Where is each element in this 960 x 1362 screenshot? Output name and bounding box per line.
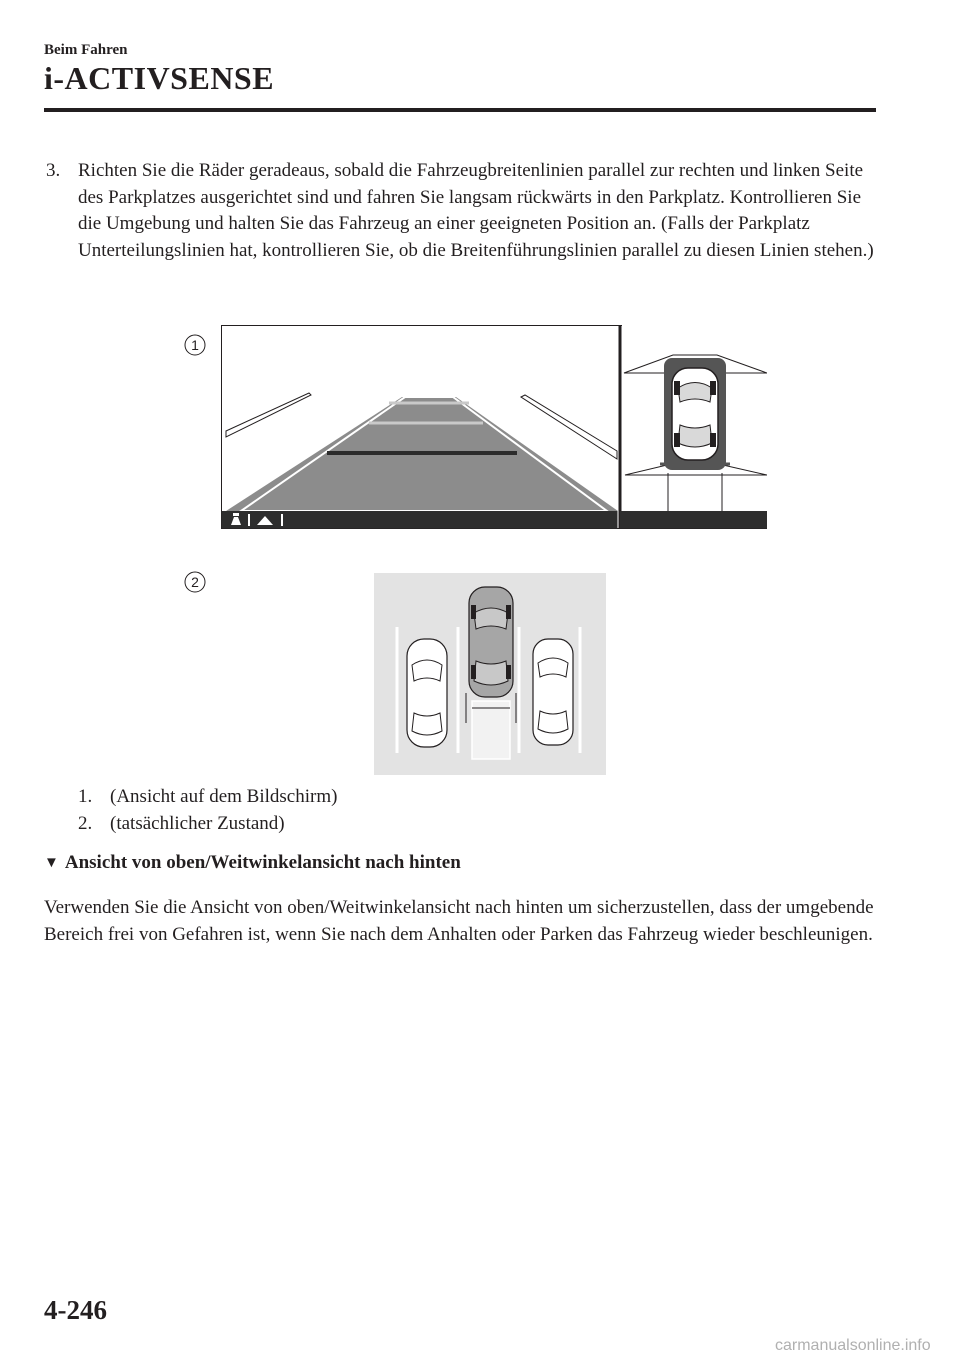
page-title: i-ACTIVSENSE [44,60,275,96]
title-rule [44,108,876,112]
callout-2-label: 2 [191,574,199,590]
step-text: Richten Sie die Räder geradeaus, sobald die Fahrzeugbreitenlinien parallel zur rechten und linken Seite des Parkplatzes ausgerichtet sind und fahren Sie langsam rückwärts in den Parkplatz. Kontrollieren Sie die Umgebung und halten Sie das Fahrzeug an einer geeigneten Position an. (Falls der Parkplatz Unterteilungslinien hat, kontrollieren Sie, ob die Breitenführungslinien parallel zu diesen Linien stehen.) [78,160,874,261]
watermark: carmanualsonline.info [775,1337,931,1354]
legend-number: 1. [78,786,93,807]
legend-text: (Ansicht auf dem Bildschirm) [110,786,338,807]
top-view [622,325,767,511]
step-number: 3. [46,160,61,181]
triangle-marker-icon: ▼ [44,855,59,871]
figure-legend-1 [78,786,337,808]
parked-car-right-icon [533,639,573,745]
legend-text: (tatsächlicher Zustand) [110,813,285,834]
actual-situation-figure [374,573,606,775]
figure-legend-2 [78,813,285,835]
callout-1-label: 1 [191,337,199,353]
callout-1-icon [184,334,206,356]
subsection-title: Ansicht von oben/Weitwinkelansicht nach hinten [64,852,461,873]
legend-number: 2. [78,813,93,834]
parked-car-left-icon [407,639,447,747]
body-paragraph: Verwenden Sie die Ansicht von oben/Weitwinkelansicht nach hinten um sicherzustellen, dass der umgebende Bereich frei von Gefahren ist, wenn Sie nach dem Anhalten oder Parken das Fahrzeug wieder beschleunigen. [44,897,874,945]
step-3 [46,158,886,264]
section-label: Beim Fahren [44,42,128,58]
own-car-actual-icon [469,587,513,697]
page-number: 4-246 [44,1295,107,1325]
subsection-heading [44,852,461,874]
target-space [472,701,510,759]
callout-2-icon [184,571,206,593]
screen-view-figure [221,325,767,529]
